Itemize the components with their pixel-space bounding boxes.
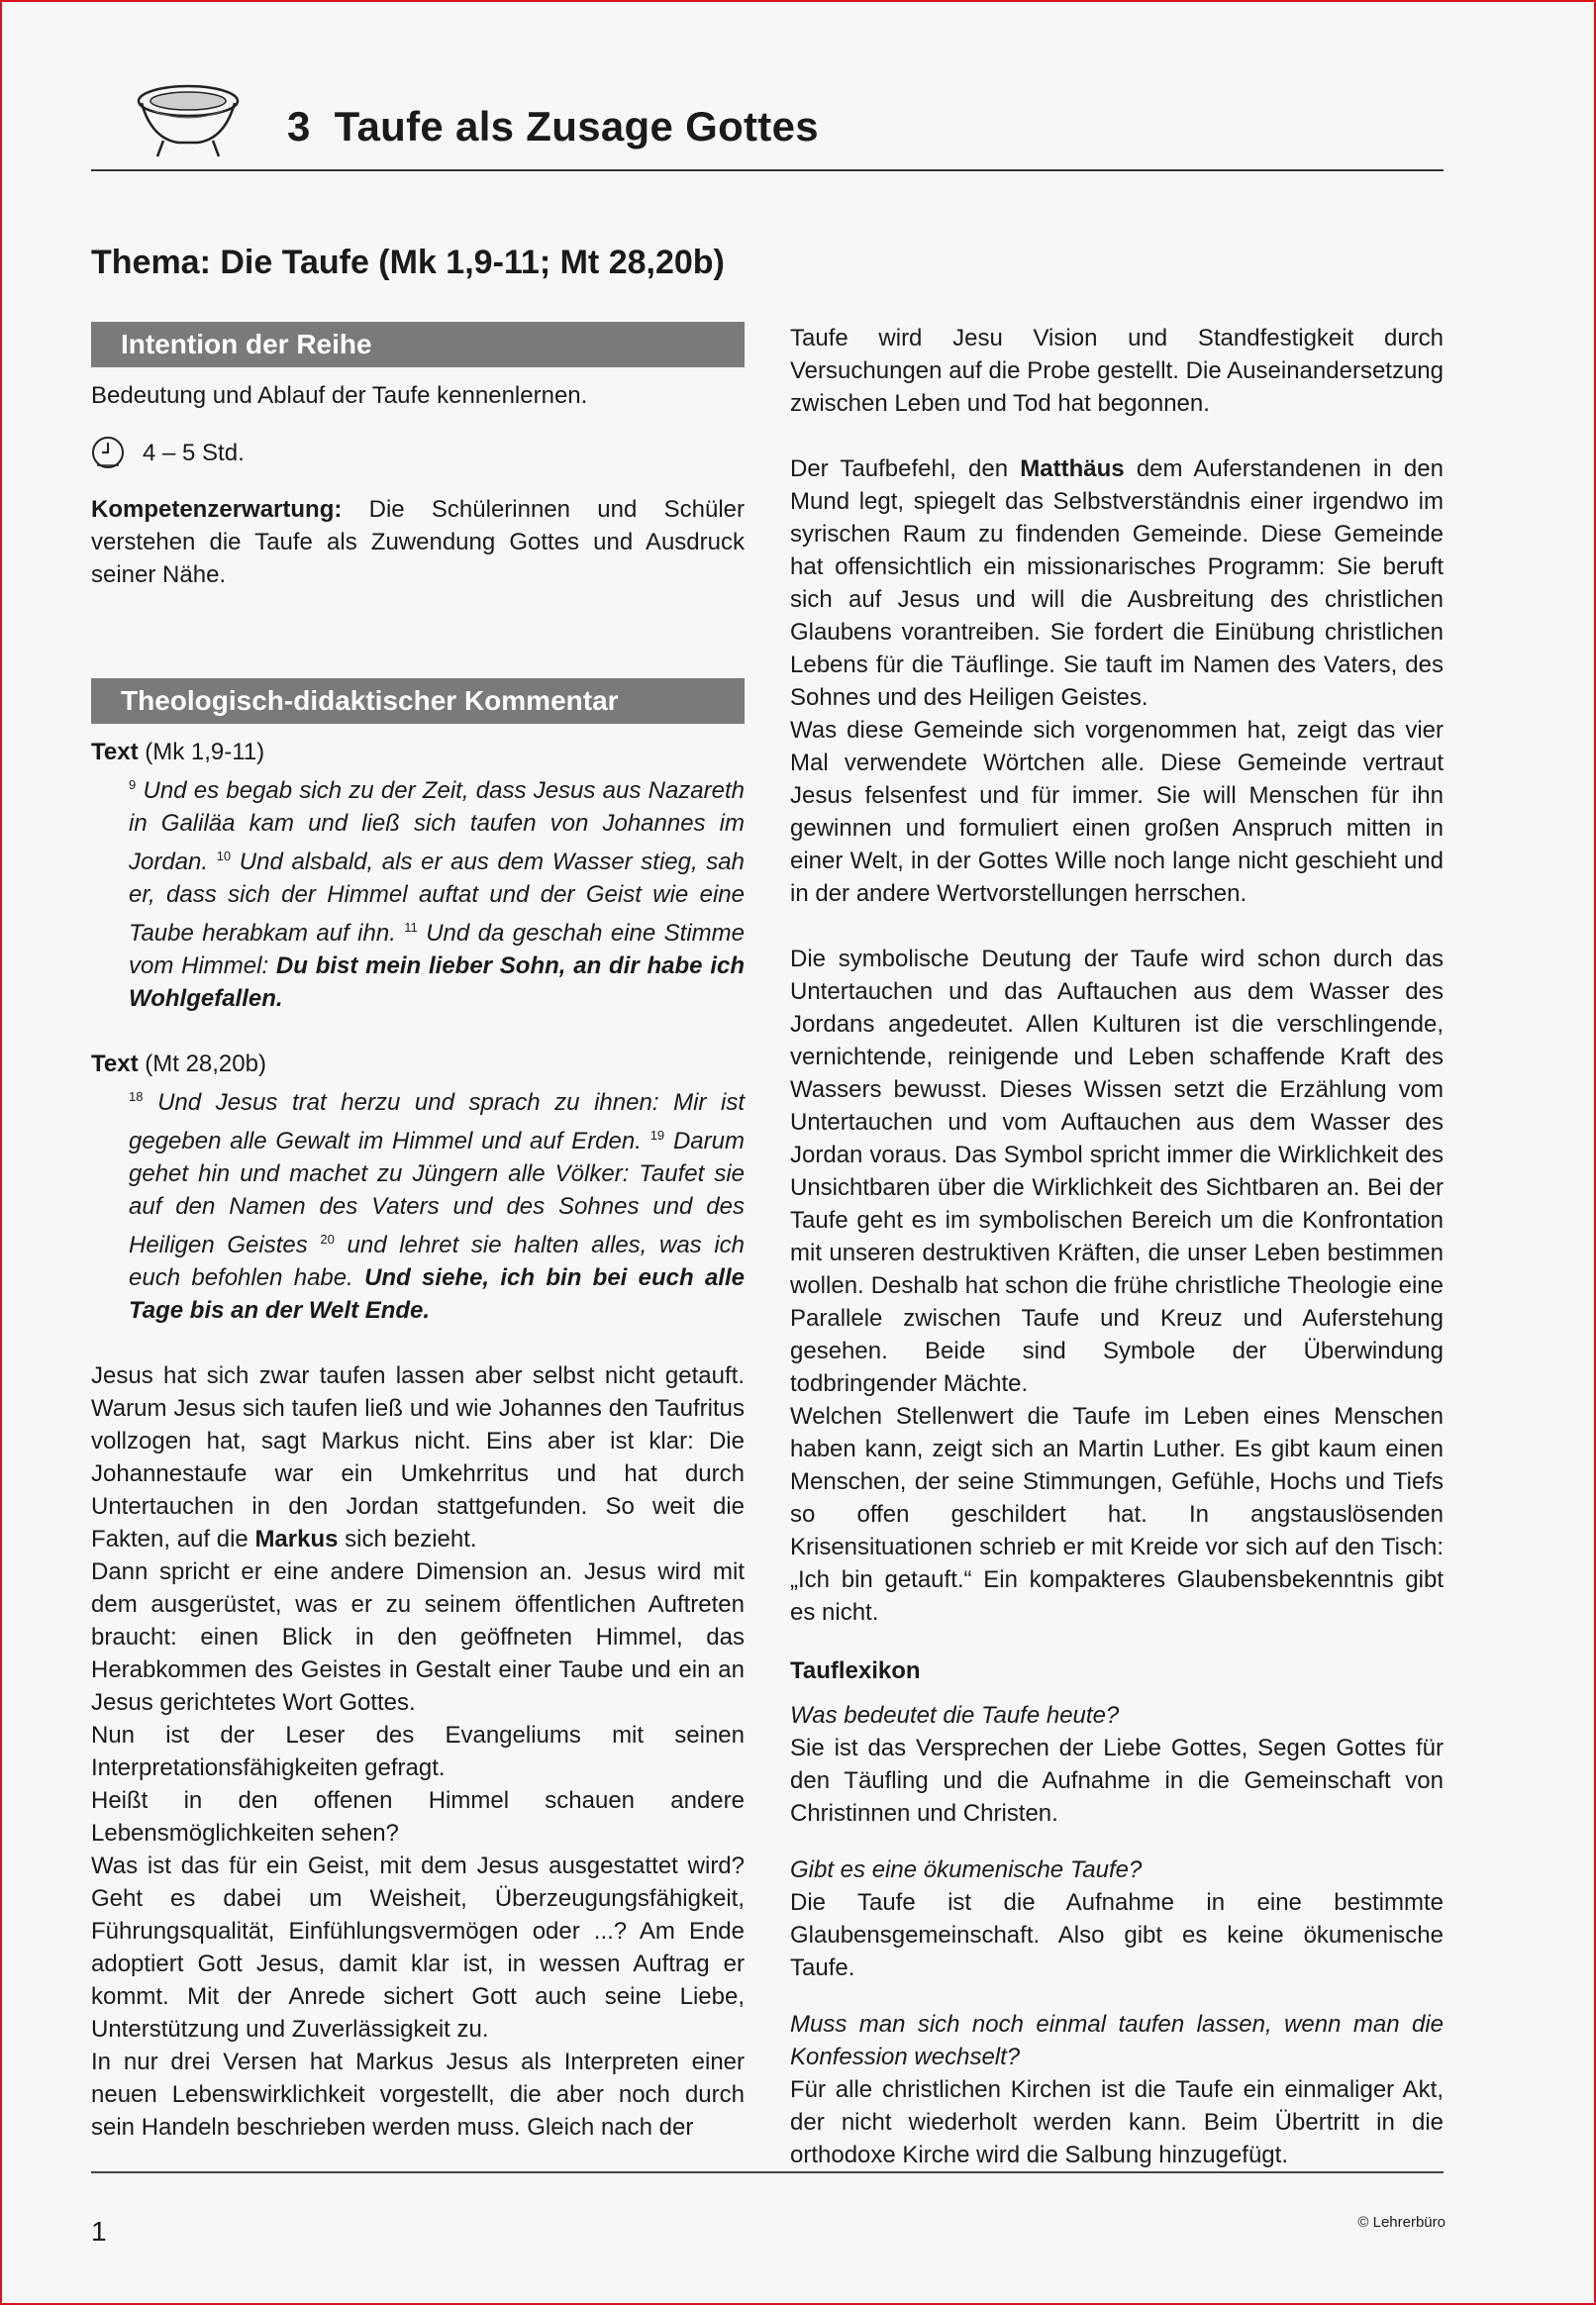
- text2-ref: (Mt 28,20b): [138, 1051, 266, 1077]
- verse-text: Darum gehet hin und machet zu Jüngern alle Völker: Taufet sie auf den Namen des Vaters und des Sohnes und des Heiligen Geistes: [129, 1128, 745, 1258]
- lexicon-question: Muss man sich noch einmal taufen lassen, wenn man die Konfession wechselt?: [790, 2011, 1444, 2070]
- lexicon-question: Was bedeutet die Taufe heute?: [790, 1702, 1120, 1729]
- quote-mt: [129, 1080, 745, 1327]
- text1-ref: (Mk 1,9-11): [138, 739, 265, 765]
- body-text: dem Auferstandenen in den Mund legt, spiegelt das Selbstverständnis einer irgendwo im syrischen Raum zu findenden Gemeinde. Diese Gemeinde hat offensichtlich ein missionarisches Programm: Sie beruft sich auf Jesus und will die Ausbreitung des christlichen Glaubens vorantreiben. Sie fordert die Einübung christlichen Lebens für die Täuflinge. Sie tauft im Namen des Vaters, des Sohnes und des Heiligen Geistes.: [790, 455, 1444, 711]
- header-divider: [91, 169, 1444, 171]
- text1-reference: [91, 736, 745, 768]
- body-paragraph: Was ist das für ein Geist, mit dem Jesus ausgestattet wird? Geht es dabei um Weisheit, Überzeugungsfähigkeit, Führungsqualität, Einfühlungsvermögen oder ...? Am Ende adoptiert Gott Jesus, damit klar ist, in wessen Auftrag er kommt. Mit der Anrede sichert Gott auch seine Liebe, Unterstützung und Zuverlässigkeit zu.: [91, 1853, 745, 2043]
- quote-mk-text: [129, 768, 745, 1015]
- baptismal-font-icon: [134, 81, 243, 158]
- competence-text: Die Schülerinnen und Schüler verstehen die Taufe als Zuwendung Gottes und Ausdruck seiner Nähe.: [91, 496, 745, 588]
- body-paragraph: [790, 452, 1444, 714]
- body-paragraph: Was diese Gemeinde sich vorgenommen hat, zeigt das vier Mal verwendete Wörtchen alle. Diese Gemeinde vertraut Jesus felsenfest und für immer. Sie will Menschen für ihn gewinnen und formuliert einen großen Anspruch mitten in einer Welt, in der Gottes Wille noch lange nicht geschieht und in der andere Wertvorstellungen herrschen.: [790, 717, 1444, 907]
- body-paragraph: Welchen Stellenwert die Taufe im Leben eines Menschen haben kann, zeigt sich an Martin Luther. Es gibt kaum einen Menschen, der seine Stimmungen, Gefühle, Hochs und Tiefs so offen geschildert hat. In angstauslösenden Krisensituationen schrieb er mit Kreide vor sich auf den Tisch: „Ich bin getauft.“ Ein kompakteres Glaubensbekenntnis gibt es nicht.: [790, 1403, 1444, 1626]
- verse-text: Und da geschah eine Stimme vom Himmel:: [129, 920, 746, 979]
- chapter-title-text: Taufe als Zusage Gottes: [334, 103, 819, 150]
- text2-reference: [91, 1048, 745, 1080]
- verse-text: Und Jesus trat herzu und sprach zu ihnen: Mir ist gegeben alle Gewalt im Himmel und auf Erden.: [129, 1089, 745, 1154]
- verse-number: 19: [649, 1128, 665, 1143]
- body-text: Der Taufbefehl, den: [790, 455, 1021, 482]
- verse-number: 10: [216, 849, 232, 863]
- quote-mk: [129, 768, 745, 1015]
- intention-text: Bedeutung und Ablauf der Taufe kennenlernen.: [91, 382, 588, 409]
- body-paragraph: Taufe wird Jesu Vision und Standfestigkeit durch Versuchungen auf die Probe gestellt. Die Auseinandersetzung zwischen Leben und Tod hat begonnen.: [790, 325, 1444, 417]
- body-text: sich bezieht.: [338, 1526, 477, 1553]
- body-paragraph: [91, 1359, 745, 1555]
- competence-label: Kompetenzerwartung:: [91, 496, 343, 523]
- verse-text: Und es begab sich zu der Zeit, dass Jesus aus Nazareth in Galiläa kam und ließ sich taufen von Johannes im Jordan.: [129, 777, 745, 875]
- copyright: © Lehrerbüro: [1357, 2214, 1446, 2231]
- body-paragraph: Heißt in den offenen Himmel schauen andere Lebensmöglichkeiten sehen?: [91, 1787, 745, 1847]
- verse-number: 20: [320, 1232, 335, 1247]
- verse-number: 11: [404, 920, 418, 935]
- clock-icon: [91, 436, 125, 469]
- page-number: 1: [91, 2216, 107, 2247]
- footer-divider: [91, 2171, 1444, 2173]
- duration-text: 4 – 5 Std.: [143, 439, 245, 466]
- body-paragraph: In nur drei Versen hat Markus Jesus als Interpreten einer neuen Lebenswirklichkeit vorgestellt, die aber noch durch sein Handeln beschrieben werden muss. Gleich nach der: [91, 2049, 745, 2141]
- topic-title: Thema: Die Taufe (Mk 1,9-11; Mt 28,20b): [91, 244, 725, 281]
- body-emphasis: Markus: [254, 1526, 339, 1553]
- verse-emphasis: Und siehe, ich bin bei euch alle Tage bis an der Welt Ende.: [129, 1264, 745, 1324]
- competence-paragraph: [91, 493, 745, 591]
- duration-row: [91, 436, 745, 469]
- body-paragraph: Die symbolische Deutung der Taufe wird schon durch das Untertauchen und das Auftauchen aus dem Wasser des Jordans angedeutet. Allen Kulturen ist die verschlingende, vernichtende, reinigende und Leben schaffende Kraft des Wassers bewusst. Dieses Wissen setzt die Erzählung vom Untertauchen und vom Auftauchen aus dem Wasser des Jordan voraus. Das Symbol spricht immer die Wirklichkeit des Unsichtbaren über die Wirklichkeit des Sichtbaren an. Bei der Taufe geht es im symbolischen Bereich um die Konfrontation mit unseren destruktiven Kräften, die unser Leben bestimmen wollen. Deshalb hat schon die frühe christliche Theologie eine Parallele zwischen Taufe und Kreuz und Auferstehung gesehen. Beide sind Symbole der Überwindung todbringender Mächte.: [790, 946, 1444, 1397]
- verse-text: und lehret sie halten alles, was ich euch befohlen habe.: [129, 1232, 746, 1291]
- lexicon-heading: Tauflexikon: [790, 1657, 921, 1684]
- left-column: [91, 322, 745, 2144]
- lexicon-answer: Die Taufe ist die Aufnahme in eine bestimmte Glaubensgemeinschaft. Also gibt es keine ökumenische Taufe.: [790, 1889, 1444, 1981]
- lexicon-answer: Sie ist das Versprechen der Liebe Gottes, Segen Gottes für den Täufling und die Aufnahme in die Gemeinschaft von Christinnen und Christen.: [790, 1735, 1444, 1827]
- body-paragraph: Dann spricht er eine andere Dimension an. Jesus wird mit dem ausgerüstet, was er zu seinem öffentlichen Auftreten braucht: einen Blick in den geöffneten Himmel, das Herabkommen des Geistes in Gestalt einer Taube und ein an Jesus gerichtetes Wort Gottes.: [91, 1558, 745, 1716]
- chapter-number: 3: [287, 103, 311, 150]
- body-paragraph: Nun ist der Leser des Evangeliums mit seinen Interpretationsfähigkeiten gefragt.: [91, 1722, 745, 1781]
- body-emphasis: Matthäus: [1020, 455, 1125, 482]
- verse-number: 9: [129, 777, 137, 792]
- verse-emphasis: Du bist mein lieber Sohn, an dir habe ich Wohlgefallen.: [129, 952, 745, 1012]
- body-text: Jesus hat sich zwar taufen lassen aber selbst nicht getauft. Warum Jesus sich taufen ließ und wie Johannes den Taufritus vollzogen hat, sagt Markus nicht. Eins aber ist klar: Die Johannestaufe war ein Umkehrritus und hat durch Untertauchen in den Jordan stattgefunden. So weit die Fakten, auf die: [91, 1362, 745, 1553]
- text1-label: Text: [91, 739, 139, 765]
- right-column: [790, 322, 1444, 2171]
- intention-heading: Intention der Reihe: [91, 322, 745, 367]
- verse-text: Und alsbald, als er aus dem Wasser stieg, sah er, dass sich der Himmel auftat und der Geist wie eine Taube herabkam auf ihn.: [129, 849, 745, 947]
- lexicon-answer: Für alle christlichen Kirchen ist die Taufe ein einmaliger Akt, der nicht wiederholt werden kann. Beim Übertritt in die orthodoxe Kirche wird die Salbung hinzugefügt.: [790, 2076, 1444, 2168]
- verse-number: 18: [129, 1089, 144, 1104]
- lexicon-question: Gibt es eine ökumenische Taufe?: [790, 1856, 1143, 1883]
- text2-label: Text: [91, 1051, 139, 1077]
- chapter-title: [287, 103, 819, 150]
- commentary-heading: Theologisch-didaktischer Kommentar: [91, 678, 745, 724]
- quote-mt-text: [129, 1080, 745, 1327]
